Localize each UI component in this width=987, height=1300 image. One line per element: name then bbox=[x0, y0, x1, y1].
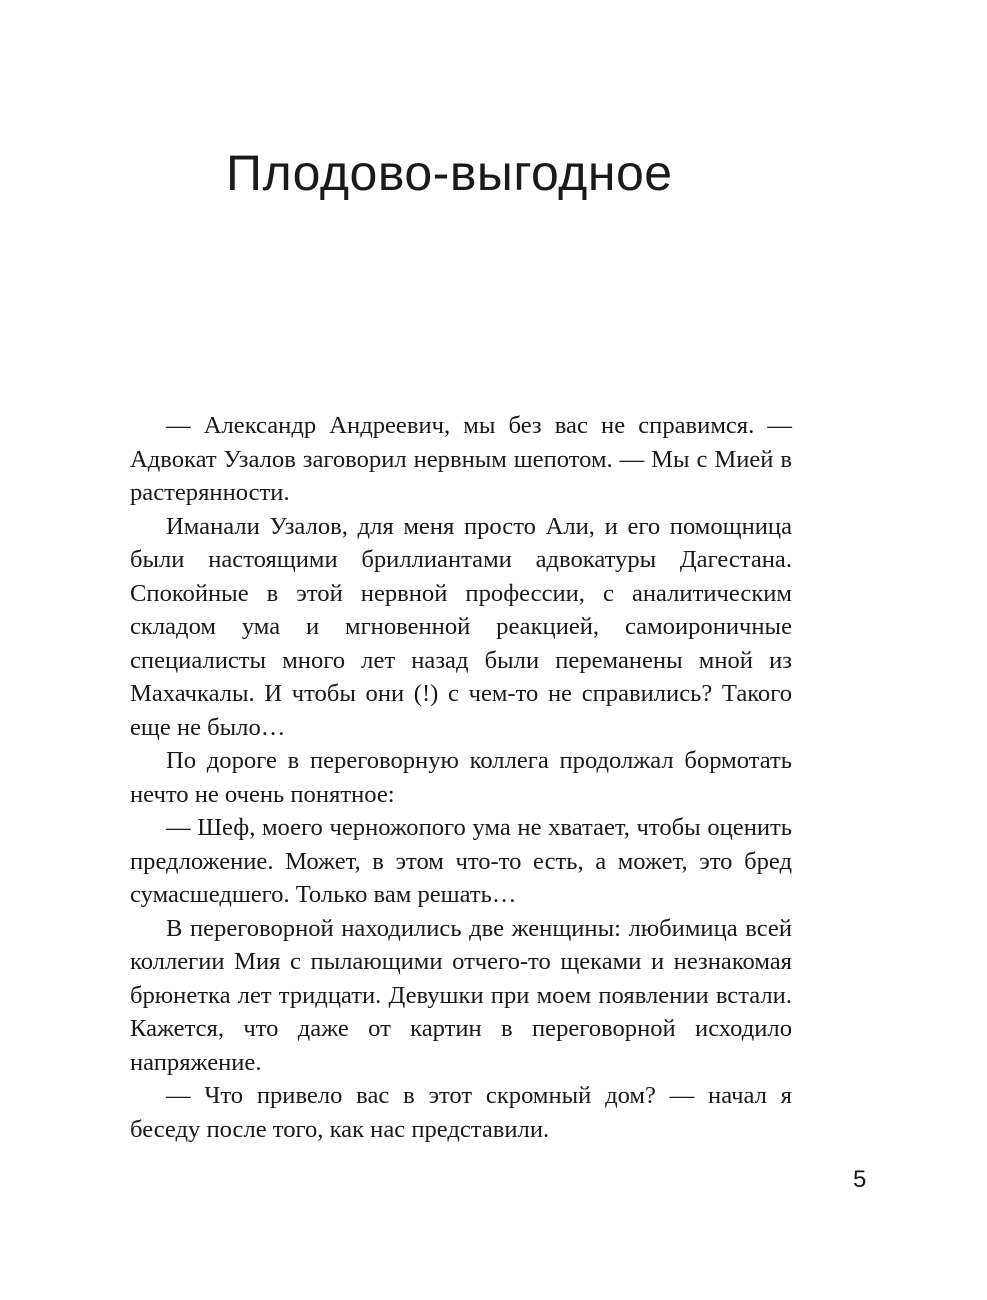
paragraph: В переговорной находились две женщины: любимица всей коллегии Мия с пылающими отчего-то щеками и незнакомая брюнетка лет тридцати. Девушки при моем появлении встали. Кажется, что даже от картин в переговорной исходило напряжение. bbox=[130, 914, 792, 1076]
page-number: 5 bbox=[853, 1166, 867, 1193]
paragraph: — Шеф, моего черножопого ума не хватает, чтобы оценить предложение. Может, в этом что-то есть, а может, это бред сумасшедшего. Только вам решать… bbox=[130, 814, 792, 908]
paragraph: Иманали Узалов, для меня просто Али, и его помощница были настоящими бриллиантами адвокатуры Дагестана. Спокойные в этой нервной профессии, с аналитическим складом ума и мгновенной реакцией, самоироничные специалисты много лет назад были переманены мной из Махачкалы. И чтобы они (!) с чем-то не справились? Такого еще не было… bbox=[130, 512, 792, 741]
paragraph: По дороге в переговорную коллега продолжал бормотать нечто не очень понятное: bbox=[130, 747, 792, 808]
chapter-title: Плодово-выгодное bbox=[226, 145, 673, 201]
paragraph: — Что привело вас в этот скромный дом? — начал я беседу после того, как нас представили. bbox=[130, 1082, 792, 1143]
chapter-body bbox=[130, 409, 792, 1146]
paragraph: — Александр Андреевич, мы без вас не справимся. — Адвокат Узалов заговорил нервным шепотом. — Мы с Мией в растерянности. bbox=[130, 412, 792, 506]
